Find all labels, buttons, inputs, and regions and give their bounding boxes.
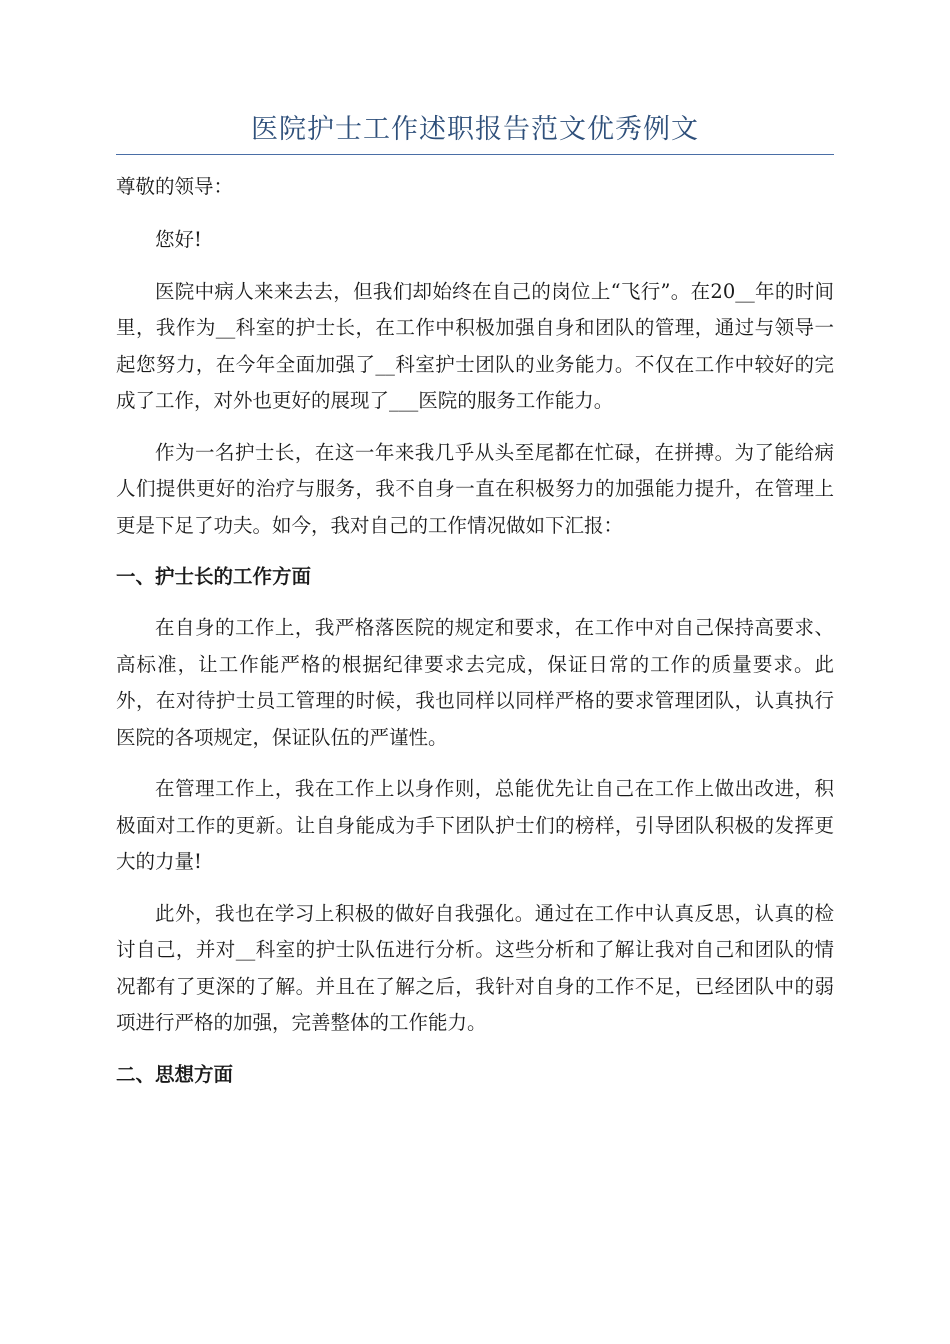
intro-paragraph-2: 作为一名护士长，在这一年来我几乎从头至尾都在忙碌，在拼搏。为了能给病人们提供更好的治疗与服务，我不自身一直在积极努力的加强能力提升，在管理上更是下足了功夫。如今，我对自己的工作情况做如下汇报： <box>116 440 834 537</box>
salutation: 尊敬的领导： <box>116 175 234 198</box>
intro-paragraph-1: 医院中病人来来去去，但我们却始终在自己的岗位上“飞行”。在20__年的时间里，我作为__科室的护士长，在工作中积极加强自身和团队的管理，通过与领导一起您努力，在今年全面加强了__科室护士团队的业务能力。不仅在工作中较好的完成了工作，对外也更好的展现了___医院的服务工作能力。 <box>116 279 834 412</box>
section-2-heading: 二、思想方面 <box>116 1062 234 1086</box>
document-title: 医院护士工作述职报告范文优秀例文 <box>251 114 699 145</box>
section-1-heading: 一、护士长的工作方面 <box>116 565 312 588</box>
document-page <box>116 110 834 1093</box>
section-1-paragraph-1: 在自身的工作上，我严格落医院的规定和要求，在工作中对自己保持高要求、高标准，让工作能严格的根据纪律要求去完成，保证日常的工作的质量要求。此外，在对待护士员工管理的时候，我也同样以同样严格的要求管理团队，认真执行医院的各项规定，保证队伍的严谨性。 <box>116 616 834 749</box>
greeting: 您好! <box>155 228 202 251</box>
section-1-paragraph-2: 在管理工作上，我在工作上以身作则，总能优先让自己在工作上做出改进，积极面对工作的更新。让自身能成为手下团队护士们的榜样，引导团队积极的发挥更大的力量! <box>116 777 834 873</box>
title-underline <box>116 154 834 155</box>
section-1-paragraph-3: 此外，我也在学习上积极的做好自我强化。通过在工作中认真反思，认真的检讨自己，并对__科室的护士队伍进行分析。这些分析和了解让我对自己和团队的情况都有了更深的了解。并且在了解之后，我针对自身的工作不足，已经团队中的弱项进行严格的加强，完善整体的工作能力。 <box>116 901 834 1034</box>
